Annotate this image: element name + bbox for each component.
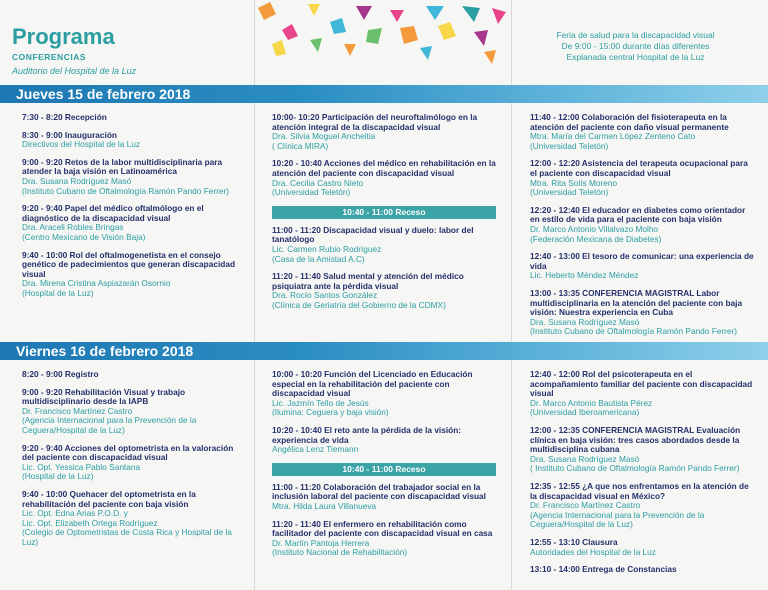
item-title: 10:00 - 10:20 Función del Licenciado en Educación especial en la rehabilitación del paciente con discapacidad visual xyxy=(272,369,473,399)
item-speaker: Dra. Rocío Santos González xyxy=(272,290,378,301)
schedule-item xyxy=(272,520,496,558)
feria-info xyxy=(528,30,743,63)
decorative-shapes-graphic xyxy=(248,0,510,80)
item-speaker: (Instituto Nacional de Rehabilitación) xyxy=(272,547,408,558)
day-2-column-3 xyxy=(530,370,755,583)
item-speaker: Autoridades del Hospital de la Luz xyxy=(530,546,656,557)
schedule-item xyxy=(22,113,244,123)
item-title: 13:00 - 13:35 CONFERENCIA MAGISTRAL Labor multidisciplinaria en la atención del paciente con baja visión: Nuestra experiencia en Cuba xyxy=(530,287,743,318)
item-title: 12:40 - 13:00 El tesoro de comunicar: una experiencia de vida xyxy=(530,251,754,271)
item-speaker: Dra. Cecilia Castro Nieto xyxy=(272,177,364,188)
schedule-item xyxy=(272,426,496,455)
schedule-item xyxy=(530,482,755,530)
day-2-header-bar xyxy=(0,342,768,360)
item-speaker: Mtra. Hilda Laura Villanueva xyxy=(272,500,377,511)
item-speaker: Mtra. Rita Solís Moreno xyxy=(530,177,618,188)
item-speaker: Dra. Silvia Moguel Ancheitia xyxy=(272,131,376,142)
item-title: 12:00 - 12:35 CONFERENCIA MAGISTRAL Evaluación clínica en baja visión: tres casos abordados desde la multidisciplina cubana xyxy=(530,424,741,455)
day-2-column-2a xyxy=(272,370,496,455)
page-title: Programa xyxy=(12,24,115,49)
item-title: 12:20 - 12:40 El educador en diabetes como orientador en estilo de vida para el paciente con baja visión xyxy=(530,204,746,225)
schedule-item xyxy=(272,483,496,512)
schedule-item xyxy=(22,251,244,299)
item-speaker: Dr. Marco Antonio Villalvazo Molho xyxy=(530,223,659,234)
schedule-item xyxy=(272,272,496,310)
item-speaker: (Agencia Internacional para la Prevención de la Ceguera/Hospital de la Luz) xyxy=(530,509,705,530)
item-title: 11:20 - 11:40 Salud mental y atención del médico psiquiatra ante la pérdida visual xyxy=(272,271,464,291)
item-speaker: Dra. Susana Rodríguez Masó xyxy=(530,453,640,464)
item-speaker: (Clínica de Geriatría del Gobierno de la CDMX) xyxy=(272,299,446,310)
schedule-item xyxy=(530,426,755,474)
item-title: 9:00 - 9:20 Retos de la labor multidisciplinaria para atender la baja visión en Latinoamérica xyxy=(22,156,223,177)
day-1-column-3 xyxy=(530,113,755,345)
item-speaker: Lic. Carmen Rubio Rodríguez xyxy=(272,243,382,254)
item-speaker: Lic. Heberto Méndez Méndez xyxy=(530,270,639,281)
item-speaker: Dr. Francisco Martínez Castro xyxy=(22,405,133,416)
day-1-column-1 xyxy=(22,113,244,307)
item-speaker: Angélica Lenz Tiemann xyxy=(272,444,359,455)
day-2-receso: 10:40 - 11:00 Receso xyxy=(272,463,496,476)
item-title: 10:00- 10:20 Participación del neuroftalmólogo en la atención integral de la discapacidad visual xyxy=(272,112,478,132)
item-speaker: (Universidad Teletón) xyxy=(530,140,609,151)
schedule-item xyxy=(22,490,244,548)
item-title: 9:00 - 9:20 Rehabilitación Visual y trabajo multidisciplinario desde la IAPB xyxy=(22,386,186,407)
item-speaker: Lic. Jazmín Tello de Jesús xyxy=(272,397,369,408)
item-speaker: (Agencia Internacional para la Prevención de la Ceguera/Hospital de la Luz) xyxy=(22,415,197,435)
schedule-item xyxy=(22,444,244,482)
item-title: 12:55 - 13:10 Clausura xyxy=(530,536,618,547)
schedule-item xyxy=(272,370,496,418)
item-speaker: (Ilumina: Ceguera y baja visión) xyxy=(272,407,389,418)
item-title: 9:40 - 10:00 Quehacer del optometrista en la rehabilitación del paciente con baja visión xyxy=(22,488,196,509)
day-1-column-2b xyxy=(272,226,496,311)
schedule-item xyxy=(530,252,755,281)
item-speaker: (Instituto Cubano de Oftalmología Ramón Pando Ferrer) xyxy=(22,185,230,196)
item-title: 13:10 - 14:00 Entrega de Constancias xyxy=(530,564,677,575)
item-speaker: (Instituto Cubano de Oftalmología Ramón Pando Ferrer) xyxy=(530,326,738,337)
item-speaker: (Hospital de la Luz) xyxy=(22,287,94,298)
item-speaker: ( Instituto Cubano de Oftalmología Ramón Pando Ferrer) xyxy=(530,463,740,474)
schedule-item xyxy=(272,159,496,197)
schedule-item xyxy=(272,226,496,264)
day-2-column-2 xyxy=(272,370,496,566)
page-subtitle: CONFERENCIAS xyxy=(12,52,87,62)
item-title: 9:40 - 10:00 Rol del oftalmogenetista en el consejo genético de padecimientos que generan discapacidad visual xyxy=(22,249,236,279)
item-speaker: (Universidad Teletón) xyxy=(530,187,609,198)
schedule-item xyxy=(530,159,755,197)
item-title: 10:20 - 10:40 Acciones del médico en rehabilitación en la atención del paciente con discapacidad visual xyxy=(272,158,496,178)
schedule-item xyxy=(22,388,244,436)
item-speaker: Dr. Francisco Martínez Castro xyxy=(530,500,641,511)
item-speaker: (Centro Mexicano de Visión Baja) xyxy=(22,231,146,242)
item-title: 12:00 - 12:20 Asistencia del terapeuta ocupacional para el paciente con discapacidad visual xyxy=(530,158,748,178)
schedule-item xyxy=(22,204,244,242)
item-speaker: Lic. Opt. Yessica Pablo Santana xyxy=(22,461,141,472)
schedule-item xyxy=(530,538,755,557)
item-speaker: Dra. Mirena Cristina Aspiazarán Osornio xyxy=(22,278,171,289)
schedule-item xyxy=(272,113,496,151)
item-title: 11:00 - 11:20 Discapacidad visual y duelo: labor del tanatólogo xyxy=(272,224,474,245)
schedule-item xyxy=(530,370,755,418)
item-title: 11:20 - 11:40 El enfermero en rehabilitación como facilitador del paciente con discapacidad visual en casa xyxy=(272,518,493,539)
schedule-item xyxy=(22,158,244,196)
day-2-label: Viernes 16 de febrero 2018 xyxy=(16,343,194,359)
item-title: 8:30 - 9:00 Inauguración xyxy=(22,129,117,140)
item-title: 10:20 - 10:40 El reto ante la pérdida de la visión: experiencia de vida xyxy=(272,424,462,445)
day-1-header-bar xyxy=(0,85,768,103)
item-speaker: ( Clínica MIRA) xyxy=(272,140,329,151)
item-speaker: (Federación Mexicana de Diabetes) xyxy=(530,233,662,244)
item-speaker: (Hospital de la Luz) xyxy=(22,471,94,482)
day-1-column-2a xyxy=(272,113,496,198)
feria-line-3: Explanada central Hospital de la Luz xyxy=(566,52,705,62)
item-speaker: (Universidad Iberoamericana) xyxy=(530,407,640,418)
item-speaker: Dr. Martín Pantoja Herrera xyxy=(272,537,370,548)
feria-line-2: De 9:00 - 15:00 durante días diferentes xyxy=(561,41,710,51)
item-speaker: Dr. Marco Antonio Bautista Pérez xyxy=(530,397,653,408)
item-speaker: (Casa de la Amistad A.C) xyxy=(272,253,365,264)
item-title: 12:40 - 12:00 Rol del psicoterapeuta en el acompañamiento familiar del paciente con discapacidad visual xyxy=(530,369,753,399)
day-2-column-2b xyxy=(272,483,496,558)
day-1-column-2 xyxy=(272,113,496,319)
item-speaker: (Universidad Teletón) xyxy=(272,187,351,198)
schedule-item xyxy=(22,131,244,150)
item-speaker: (Colegio de Optometristas de Costa Rica y Hospital de la Luz) xyxy=(22,527,232,547)
item-title: 7:30 - 8:20 Recepción xyxy=(22,112,107,122)
item-title: 9:20 - 9:40 Acciones del optometrista en la valoración del paciente con discapacidad visual xyxy=(22,442,234,463)
day-1-receso: 10:40 - 11:00 Receso xyxy=(272,206,496,219)
day-1-label: Jueves 15 de febrero 2018 xyxy=(16,86,191,102)
venue-label: Auditorio del Hospital de la Luz xyxy=(12,66,137,76)
item-speaker: Mtra. María del Carmen López Zenteno Cato xyxy=(530,131,696,142)
item-speaker: Dra. Araceli Robles Bringas xyxy=(22,222,124,233)
item-title: 8:20 - 9:00 Registro xyxy=(22,369,99,379)
item-speaker: Lic. Opt. Edna Arias P.O.D. y xyxy=(22,508,128,519)
item-title: 11:40 - 12:00 Colaboración del fisioterapeuta en la atención del paciente con daño visual permanente xyxy=(530,112,729,132)
item-speaker: Directivos del Hospital de la Luz xyxy=(22,139,141,150)
schedule-item xyxy=(530,565,755,575)
item-title: 11:00 - 11:20 Colaboración del trabajador social en la inclusión laboral del paciente con discapacidad visual xyxy=(272,481,486,502)
feria-line-1: Feria de salud para la discapacidad visual xyxy=(556,30,715,40)
schedule-item xyxy=(530,113,755,151)
item-speaker: Dra. Susana Rodríguez Masó xyxy=(22,175,132,186)
day-2-column-1 xyxy=(22,370,244,556)
schedule-item xyxy=(530,206,755,244)
schedule-item xyxy=(530,289,755,337)
item-speaker: Dra. Susana Rodríguez Masó xyxy=(530,316,640,327)
item-title: 12:35 - 12:55 ¿A que nos enfrentamos en la atención de la discapacidad visual en México? xyxy=(530,480,749,501)
item-title: 9:20 - 9:40 Papel del médico oftalmólogo en el diagnóstico de la discapacidad visual xyxy=(22,203,204,223)
item-speaker: Lic. Opt. Elizabeth Ortega Rodríguez xyxy=(22,517,158,528)
schedule-item xyxy=(22,370,244,380)
